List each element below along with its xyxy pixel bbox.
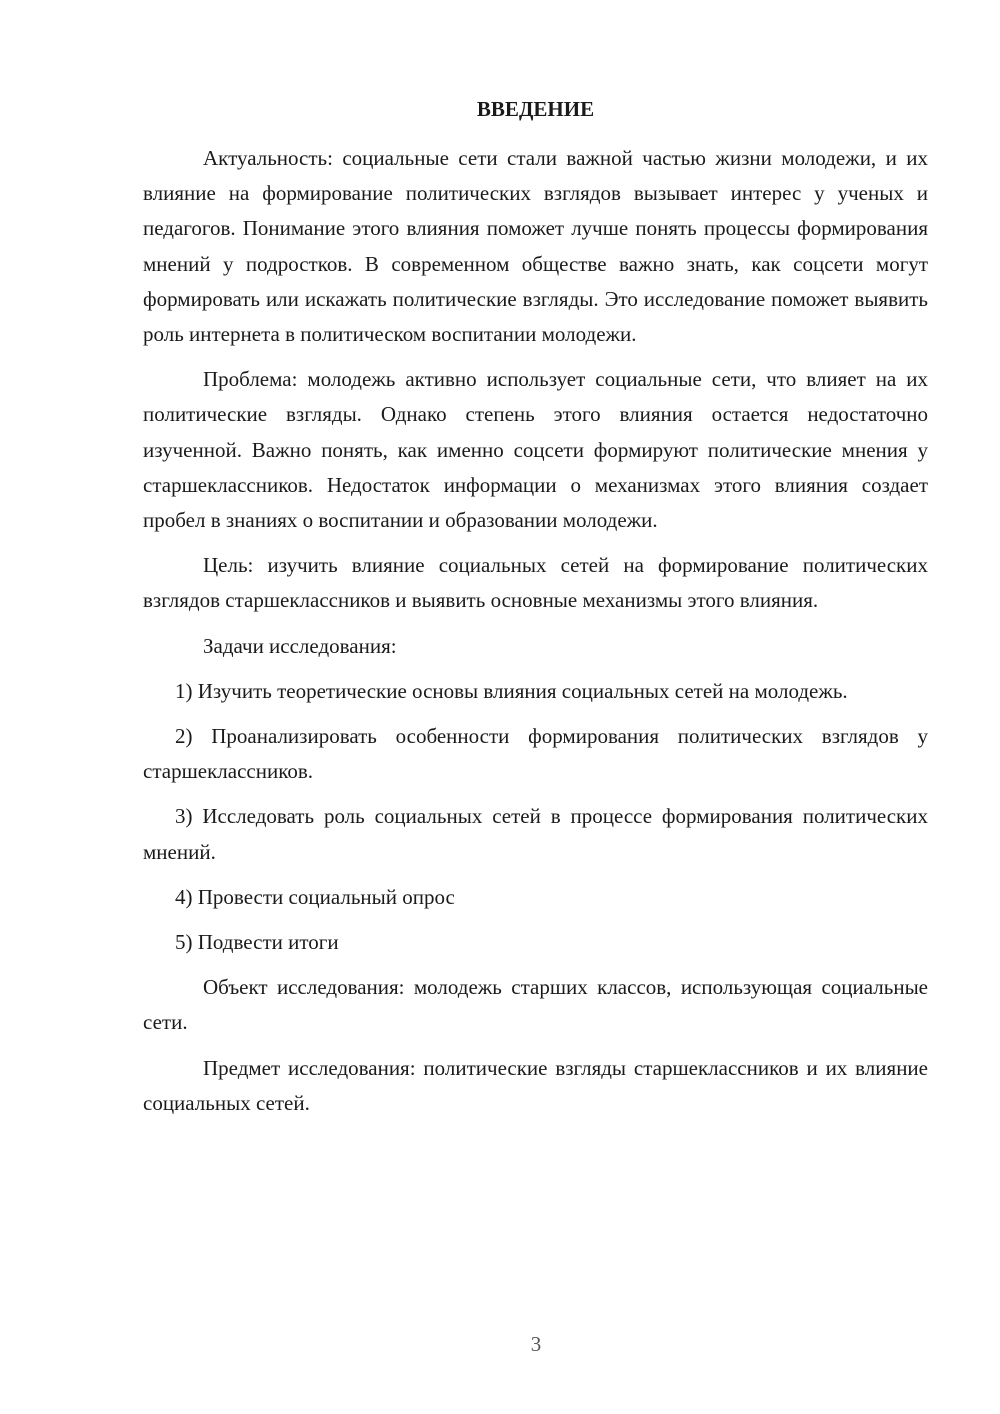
- tasks-list: [143, 674, 928, 960]
- task-item-5: 5) Подвести итоги: [175, 930, 339, 955]
- paragraph-problem: Проблема: молодежь активно использует социальные сети, что влияет на их политические взгляды. Однако степень этого влияния остается недостаточно изученной. Важно понять, как именно соцсети формируют политические мнения у старшеклассников. Недостаток информации о механизмах этого влияния создает пробел в знаниях о воспитании и образовании молодежи.: [143, 367, 928, 533]
- page-title: ВВЕДЕНИЕ: [476, 97, 595, 121]
- page-number: 3: [530, 1332, 542, 1356]
- paragraph-object: Объект исследования: молодежь старших классов, использующая социальные сети.: [143, 975, 928, 1035]
- paragraph-subject: Предмет исследования: политические взгляды старшеклассников и их влияние социальных сетей.: [143, 1055, 928, 1115]
- paragraph-goal: Цель: изучить влияние социальных сетей на формирование политических взглядов старшеклассников и выявить основные механизмы этого влияния.: [143, 553, 928, 613]
- task-item-1: 1) Изучить теоретические основы влияния социальных сетей на молодежь.: [175, 678, 848, 703]
- tasks-heading: Задачи исследования:: [203, 633, 397, 658]
- document-page: [143, 92, 928, 1131]
- task-item-3: 3) Исследовать роль социальных сетей в процессе формирования политических мнений.: [143, 804, 928, 864]
- task-item-4: 4) Провести социальный опрос: [175, 884, 455, 909]
- paragraph-relevance: Актуальность: социальные сети стали важной частью жизни молодежи, и их влияние на формирование политических взглядов вызывает интерес у ученых и педагогов. Понимание этого влияния поможет лучше понять процессы формирования мнений у подростков. В современном обществе важно знать, как соцсети могут формировать или искажать политические взгляды. Это исследование поможет выявить роль интернета в политическом воспитании молодежи.: [143, 146, 928, 347]
- task-item-2: 2) Проанализировать особенности формирования политических взглядов у старшеклассников.: [143, 724, 928, 784]
